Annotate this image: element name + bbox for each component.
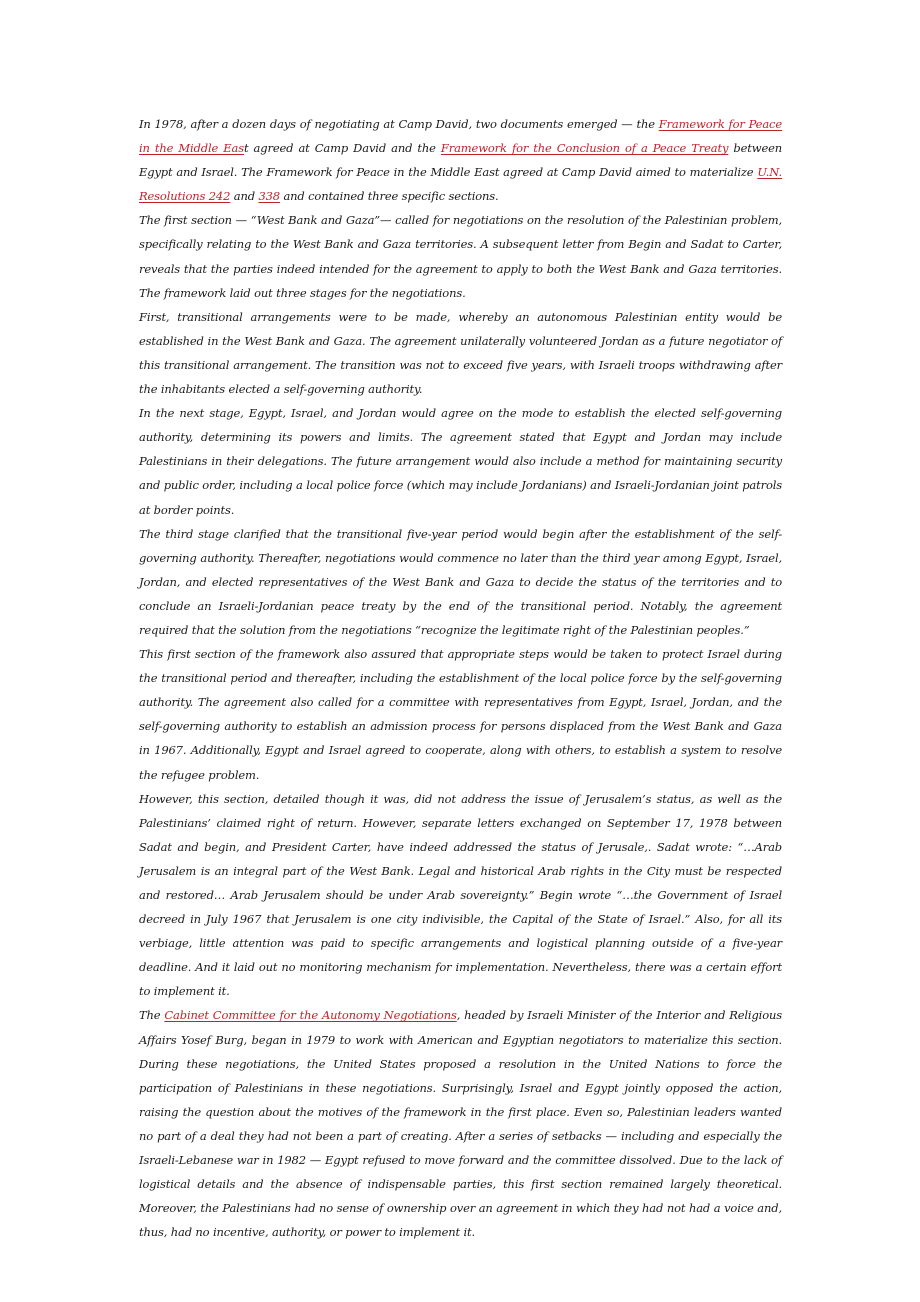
link-cabinet-committee-autonomy[interactable]: Cabinet Committee for the Autonomy Negotiations	[164, 1008, 457, 1023]
paragraph-text: and contained three specific sections.	[279, 189, 499, 204]
paragraph-transitional-arrangements: First, transitional arrangements were to be made, whereby an autonomous Palestinian entity would be established in the West Bank and Gaza. The agreement unilaterally volunteered Jordan as a future negotiator of this transitional arrangement. The transition was not to exceed five years, with Israeli troops withdrawing after the inhabitants elected a self-governing authority.	[139, 309, 782, 397]
paragraph-cabinet-committee	[139, 1003, 782, 1244]
paragraph-next-stage: In the next stage, Egypt, Israel, and Jordan would agree on the mode to establish the elected self-governing authority, determining its powers and limits. The agreement stated that Egypt and Jordan may include Palestinians in their delegations. The future arrangement would also include a method for maintaining security and public order, including a local police force (which may include Jordanians) and Israeli-Jordanian joint patrols at border points.	[139, 406, 782, 517]
paragraph-text: and	[230, 189, 259, 204]
paragraph-text: t agreed at Camp David and the	[243, 141, 441, 156]
link-un-resolutions-242[interactable]: U.N. Resolutions 242	[139, 165, 782, 204]
paragraph-intro	[139, 112, 782, 208]
paragraph-protect-israel: This first section of the framework also assured that appropriate steps would be taken to protect Israel during the transitional period and thereafter, including the establishment of the local police force by the self-governing authority. The agreement also called for a committee with representatives from Egypt, Israel, Jordan, and the self-governing authority to establish an admission process for persons displaced from the West Bank and Gaza in 1967. Additionally, Egypt and Israel agreed to cooperate, along with others, to establish a system to resolve the refugee problem.	[139, 647, 782, 782]
document-body	[139, 112, 782, 1244]
paragraph-jerusalem-status: However, this section, detailed though it was, did not address the issue of Jerusalem’s status, as well as the Palestinians’ claimed right of return. However, separate letters exchanged on September 17, 1978 between Sadat and begin, and President Carter, have indeed addressed the status of Jerusale,. Sadat wrote: “…Arab Jerusalem is an integral part of the West Bank. Legal and historical Arab rights in the City must be respected and restored… Arab Jerusalem should be under Arab sovereignty.” Begin wrote “…the Government of Israel decreed in July 1967 that Jerusalem is one city indivisible, the Capital of the State of Israel.” Also, for all its verbiage, little attention was paid to specific arrangements and logistical planning outside of a five-year deadline. And it laid out no monitoring mechanism for implementation. Nevertheless, there was a certain effort to implement it.	[139, 791, 782, 999]
link-framework-conclusion-peace-treaty[interactable]: Framework for the Conclusion of a Peace Treaty	[440, 141, 729, 156]
paragraph-third-stage: The third stage clarified that the transitional five-year period would begin after the establishment of the self-governing authority. Thereafter, negotiations would commence no later than the third year among Egypt, Israel, Jordan, and elected representatives of the West Bank and Gaza to decide the status of the territories and to conclude an Israeli-Jordanian peace treaty by the end of the transitional period. Notably, the agreement required that the solution from the negotiations “recognize the legitimate right of the Palestinian peoples.”	[139, 526, 782, 637]
link-resolution-338[interactable]: 338	[258, 189, 280, 204]
paragraph-text: In 1978, after a dozen days of negotiating at Camp David, two documents emerged — the	[139, 117, 659, 131]
paragraph-text: between Egypt and Israel. The Framework for Peace in the Middle East agreed at Camp David aimed to materialize	[139, 141, 783, 180]
paragraph-first-section: The first section — “West Bank and Gaza”— called for negotiations on the resolution of the Palestinian problem, specifically relating to the West Bank and Gaza territories. A subsequent letter from Begin and Sadat to Carter, reveals that the parties indeed intended for the agreement to apply to both the West Bank and Gaza territories. The framework laid out three stages for the negotiations.	[139, 213, 782, 300]
link-framework-peace-middle-east[interactable]: Framework for Peace in the Middle Eas	[139, 117, 782, 156]
paragraph-text: , headed by Israeli Minister of the Interior and Religious Affairs Yosef Burg, began in 1979 to work with American and Egyptian negotiators to materialize this section. During these negotiations, the United States proposed a resolution in the United Nations to force the participation of Palestinians in these negotiations. Surprisingly, Israel and Egypt jointly opposed the action, raising the question about the motives of the framework in the first place. Even so, Palestinian leaders wanted no part of a deal they had not been a part of creating. After a series of setbacks — including and especially the Israeli-Lebanese war in 1982 — Egypt refused to move forward and the committee dissolved. Due to the lack of logistical details and the absence of indispensable parties, this first section remained largely theoretical. Moreover, the Palestinians had no sense of ownership over an agreement in which they had not had a voice and, thus, had no incentive, authority, or power to implement it.	[139, 1008, 782, 1240]
paragraph-text: The	[139, 1008, 165, 1023]
